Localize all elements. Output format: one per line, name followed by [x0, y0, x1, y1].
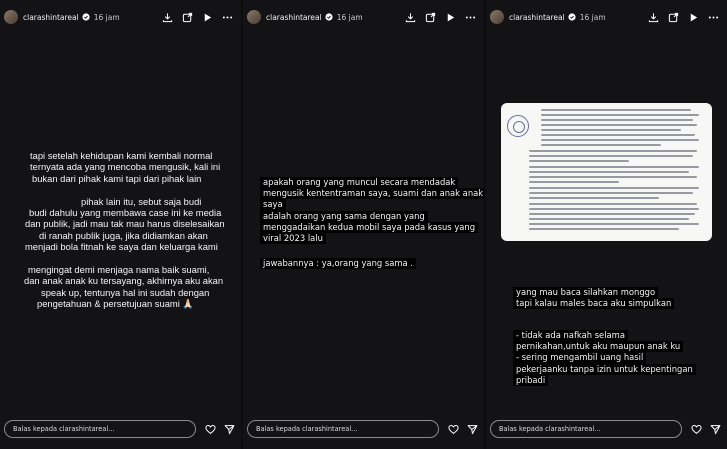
highlight-line: apakah orang yang muncul secara mendadak [260, 177, 458, 188]
header-actions [648, 12, 723, 23]
verified-badge-icon [325, 13, 333, 21]
post-time: 16 jam [336, 12, 363, 22]
story-footer [490, 419, 723, 439]
verified-badge-icon [568, 13, 576, 21]
story-header [490, 7, 723, 27]
story-line: mengingat demi menjaga nama baik suami, [28, 264, 210, 276]
heart-icon[interactable] [448, 424, 459, 435]
username[interactable]: clarashintareal [23, 12, 79, 22]
play-icon[interactable] [202, 12, 213, 23]
avatar[interactable] [247, 10, 261, 24]
reply-input[interactable]: Balas kepada clarashintareal... [4, 420, 196, 438]
verified-badge-icon [82, 13, 90, 21]
story-footer [247, 419, 480, 439]
avatar[interactable] [4, 10, 18, 24]
story-line: pihak lain itu, sebut saja budi [81, 195, 202, 207]
avatar[interactable] [490, 10, 504, 24]
document-image [501, 103, 712, 241]
play-icon[interactable] [688, 12, 699, 23]
footer-actions [448, 424, 480, 435]
points-text-block [513, 330, 696, 386]
highlight-line: adalah orang yang sama dengan yang [260, 211, 428, 222]
send-icon[interactable] [710, 424, 721, 435]
highlight-line: yang mau baca silahkan monggo [513, 287, 658, 298]
post-time: 16 jam [579, 12, 606, 22]
highlight-line: - tidak ada nafkah selama [513, 330, 628, 341]
highlight-line: saya [260, 199, 286, 210]
story-line: di ranah publik juga, jika didiamkan akan [39, 229, 208, 241]
story-panel-2 [243, 0, 484, 449]
username[interactable]: clarashintareal [509, 12, 565, 22]
share-icon[interactable] [182, 12, 193, 23]
story-panel-3 [486, 0, 727, 449]
download-icon[interactable] [648, 12, 659, 23]
highlight-line: pernikahan,untuk aku maupun anak ku [513, 341, 683, 352]
story-header [4, 7, 237, 27]
story-line: dan anak anak ku tersayang, akhirnya aku akan [24, 275, 224, 287]
more-icon[interactable] [465, 12, 476, 23]
highlight-line: jawabannya : ya,orang yang sama . [260, 258, 416, 269]
heart-icon[interactable] [205, 424, 216, 435]
story-text [25, 150, 225, 310]
download-icon[interactable] [162, 12, 173, 23]
highlight-line: pekerjaanku tanpa izin untuk kepentingan [513, 364, 696, 375]
download-icon[interactable] [405, 12, 416, 23]
more-icon[interactable] [222, 12, 233, 23]
highlight-line: menggadaikan kedua mobil saya pada kasus yang [260, 222, 478, 233]
highlight-line: - sering mengambil uang hasil [513, 352, 646, 363]
reply-input[interactable]: Balas kepada clarashintareal... [490, 420, 682, 438]
answer-text-block [260, 258, 416, 269]
highlight-line: viral 2023 lalu [260, 233, 326, 244]
story-panel-1 [0, 0, 241, 449]
court-seal-icon [507, 115, 529, 137]
footer-actions [691, 424, 723, 435]
highlight-line: pribadi [513, 375, 548, 386]
story-line: bukan dari pihak kami tapi dari pihak lain [32, 172, 202, 184]
send-icon[interactable] [467, 424, 478, 435]
play-icon[interactable] [445, 12, 456, 23]
header-actions [162, 12, 237, 23]
highlight-line: mengusik kententraman saya, suami dan anak anak [260, 188, 484, 199]
reply-input[interactable]: Balas kepada clarashintareal... [247, 420, 439, 438]
username[interactable]: clarashintareal [266, 12, 322, 22]
post-time: 16 jam [93, 12, 120, 22]
share-icon[interactable] [425, 12, 436, 23]
story-line: pengetahuan & persetujuan suami 🙏🏻 [37, 298, 195, 310]
header-actions [405, 12, 480, 23]
story-line: dan publik, jadi mau tak mau harus diselesaikan [25, 218, 225, 230]
story-header [247, 7, 480, 27]
story-line: menjadi bola fitnah ke saya dan keluarga kami [25, 241, 218, 253]
send-icon[interactable] [224, 424, 235, 435]
story-line: budi dahulu yang membawa case ini ke media [29, 207, 222, 219]
highlight-line: tapi kalau males baca aku simpulkan [513, 298, 674, 309]
story-line [25, 253, 225, 264]
story-line: speak up, tentunya hal ini sudah dengan [41, 286, 210, 298]
story-footer [4, 419, 237, 439]
story-line: ternyata ada yang mencoba mengusik, kali ini [30, 161, 221, 173]
summary-text-block [513, 287, 674, 309]
story-line: tapi setelah kehidupan kami kembali normal [30, 150, 213, 161]
highlight-text-block [260, 177, 484, 244]
story-line [25, 184, 225, 195]
footer-actions [205, 424, 237, 435]
share-icon[interactable] [668, 12, 679, 23]
more-icon[interactable] [708, 12, 719, 23]
heart-icon[interactable] [691, 424, 702, 435]
